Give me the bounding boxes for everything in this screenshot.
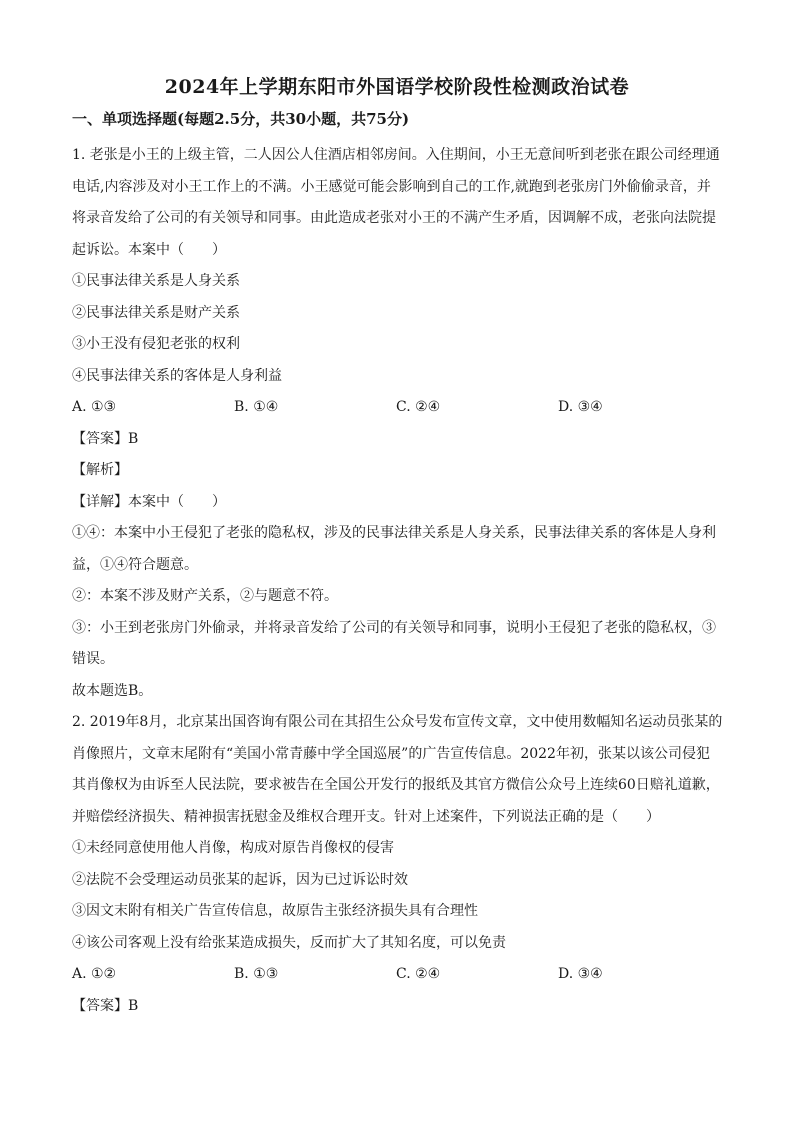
q1-statement: ①民事法律关系是人身关系: [72, 273, 240, 289]
q2-statement: ②法院不会受理运动员张某的起诉，因为已过诉讼时效: [72, 871, 408, 888]
q1-option-b: B. ①④: [234, 399, 279, 415]
q1-line: 起诉讼。本案中（ ）: [72, 241, 226, 258]
q2-option-a: A. ①②: [72, 966, 117, 982]
q2-option-b: B. ①③: [234, 966, 279, 982]
q2-option-c: C. ②④: [396, 966, 441, 982]
q1-statement: ④民事法律关系的客体是人身利益: [72, 367, 282, 384]
q1-line: 1. 老张是小王的上级主管，二人因公人住酒店相邻房间。入住期间，小王无意间听到老张在跟公司经理通: [72, 147, 720, 163]
q2-statement: ①未经同意使用他人肖像，构成对原告肖像权的侵害: [72, 840, 394, 856]
q2-option-d: D. ③④: [558, 966, 603, 982]
q2-line: 并赔偿经济损失、精神损害抚慰金及维权合理开支。针对上述案件，下列说法正确的是（ ）: [72, 808, 660, 825]
q2-statement: ③因文末附有相关广告宣传信息，故原告主张经济损失具有合理性: [72, 903, 478, 919]
q1-analysis-label: 【解析】: [72, 462, 128, 478]
q1-detail-line: 错误。: [72, 651, 114, 667]
q1-statement: ②民事法律关系是财产关系: [72, 304, 240, 321]
q1-detail-line: 益，①④符合题意。: [72, 556, 198, 573]
q1-option-d: D. ③④: [558, 399, 603, 415]
q1-option-c: C. ②④: [396, 399, 441, 415]
q1-detail-line: ①④：本案中小王侵犯了老张的隐私权，涉及的民事法律关系是人身关系，民事法律关系的客体是人身利: [72, 525, 716, 541]
q1-detail-line: ③：小王到老张房门外偷录，并将录音发给了公司的有关领导和同事，说明小王侵犯了老张的隐私权，③: [72, 619, 716, 636]
q1-line: 将录音发给了公司的有关领导和同事。由此造成老张对小王的不满产生矛盾，因调解不成，老张向法院提: [72, 210, 716, 226]
page-title: 2024年上学期东阳市外国语学校阶段性检测政治试卷: [164, 76, 630, 98]
q1-line: 电话,内容涉及对小王工作上的不满。小王感觉可能会影响到自己的工作,就跑到老张房门外偷偷录音，并: [72, 178, 711, 195]
q1-detail-line: ②：本案不涉及财产关系，②与题意不符。: [72, 588, 338, 604]
q1-options: [72, 392, 728, 424]
q2-line: 其肖像权为由诉至人民法院，要求被告在全国公开发行的报纸及其官方微信公众号上连续60日赔礼道歉，: [72, 777, 720, 793]
q2-answer: 【答案】B: [72, 997, 139, 1014]
section-heading: 一、单项选择题(每题2.5分，共30小题，共75分): [72, 110, 410, 128]
q2-options: [72, 959, 728, 991]
q2-statement: ④该公司客观上没有给张某造成损失，反而扩大了其知名度，可以免责: [72, 934, 506, 951]
q1-detail-line: 故本题选B。: [72, 682, 153, 699]
q1-statement: ③小王没有侵犯老张的权利: [72, 336, 240, 352]
q1-answer: 【答案】B: [72, 430, 139, 447]
q2-line: 肖像照片，文章末尾附有“美国小常青藤中学全国巡展”的广告宣传信息。2022年初，张某以该公司侵犯: [72, 745, 710, 762]
content: [72, 140, 728, 1022]
q2-line: 2. 2019年8月，北京某出国咨询有限公司在其招生公众号发布宣传文章，文中使用数幅知名运动员张某的: [72, 714, 723, 730]
q1-option-a: A. ①③: [72, 399, 117, 415]
q1-detail-line: 【详解】本案中（ ）: [72, 493, 226, 510]
